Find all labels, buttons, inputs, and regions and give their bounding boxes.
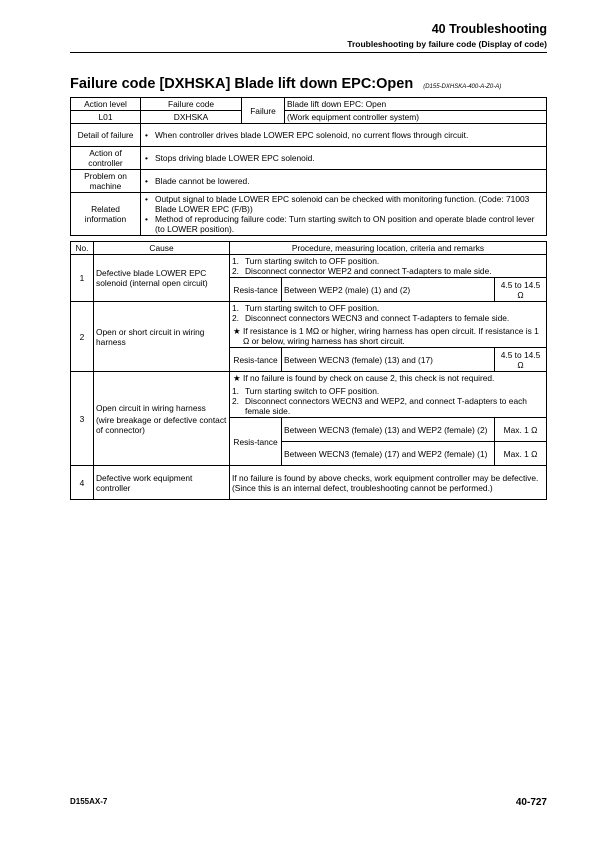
header-rule [70, 52, 547, 53]
step-num: 1. [232, 386, 239, 396]
star-icon: ★ [233, 373, 241, 383]
row1-measure: Between WEP2 (male) (1) and (2) [282, 278, 495, 302]
step-num: 2. [232, 266, 239, 276]
section-title: 40 Troubleshooting [431, 22, 547, 36]
row3-step-2 [232, 396, 544, 416]
detail-label: Detail of failure [71, 124, 141, 147]
page-title [70, 76, 501, 92]
row3-no: 3 [71, 372, 94, 466]
failure-code-header: Failure code [141, 98, 242, 111]
problem-label: Problem on machine [71, 170, 141, 193]
page-title-text: Failure code [DXHSKA] Blade lift down EPC:Open [70, 76, 414, 92]
problem-cell [141, 170, 547, 193]
row2-steps [230, 302, 547, 348]
action-cell [141, 147, 547, 170]
related-label: Related information [71, 193, 141, 236]
detail-cell [141, 124, 547, 147]
action-level-header: Action level [71, 98, 141, 111]
footer-model: D155AX-7 [70, 797, 108, 806]
step-text: Turn starting switch to OFF position. [245, 386, 380, 396]
procedure-header: Procedure, measuring location, criteria and remarks [230, 242, 547, 255]
row3-note-text: If no failure is found by check on cause 2, this check is not required. [243, 373, 495, 383]
row3-note [232, 373, 544, 383]
row2-note-text: If resistance is 1 MΩ or higher, wiring harness has open circuit. If resistance is 1 Ω or below, wiring harness has short circuit. [243, 326, 539, 346]
step-text: Disconnect connectors WECN3 and WEP2, and connect T-adapters to each female side. [245, 396, 527, 416]
failure-header: Failure [242, 98, 285, 124]
action-level-value: L01 [71, 111, 141, 124]
step-text: Disconnect connectors WECN3 and connect T-adapters to female side. [245, 313, 510, 323]
row3-cause-2: (wire breakage or defective contact of connector) [96, 414, 227, 435]
row3-value-1: Max. 1 Ω [495, 418, 547, 442]
row3-resis-label: Resis-tance [230, 418, 282, 466]
failure-info-table [70, 97, 547, 236]
row2-note [232, 326, 544, 346]
row1-value: 4.5 to 14.5 Ω [495, 278, 547, 302]
row1-step-1 [232, 256, 544, 266]
step-text: Turn starting switch to OFF position. [245, 256, 380, 266]
step-num: 2. [232, 396, 239, 406]
action-text: • Stops driving blade LOWER EPC solenoid. [155, 153, 544, 163]
step-num: 1. [232, 256, 239, 266]
step-text: Disconnect connector WEP2 and connect T-adapters to male side. [245, 266, 492, 276]
row2-step-2 [232, 313, 544, 323]
cause-table [70, 241, 547, 500]
row4-cause: Defective work equipment controller [94, 466, 230, 500]
row2-value: 4.5 to 14.5 Ω [495, 348, 547, 372]
related-text-1: • Output signal to blade LOWER EPC solenoid can be checked with monitoring function. (Code: 71003 Blade LOWER EPC (F/B)) [155, 194, 544, 214]
problem-text: • Blade cannot be lowered. [155, 176, 544, 186]
doc-code: (D155-DXHSKA-400-A-Z0-A) [423, 84, 502, 90]
row2-step-1 [232, 303, 544, 313]
row1-step-2 [232, 266, 544, 276]
failure-code-value: DXHSKA [141, 111, 242, 124]
failure-desc-2: (Work equipment controller system) [285, 111, 547, 124]
row3-step-1 [232, 386, 544, 396]
step-text: Turn starting switch to OFF position. [245, 303, 380, 313]
row3-cause [94, 372, 230, 466]
row4-no: 4 [71, 466, 94, 500]
row1-no: 1 [71, 255, 94, 302]
row1-steps [230, 255, 547, 278]
row2-no: 2 [71, 302, 94, 372]
cause-header: Cause [94, 242, 230, 255]
row3-measure-1: Between WECN3 (female) (13) and WEP2 (female) (2) [282, 418, 495, 442]
row1-resis-label: Resis-tance [230, 278, 282, 302]
footer-page-number: 40-727 [515, 797, 547, 808]
no-header: No. [71, 242, 94, 255]
row2-resis-label: Resis-tance [230, 348, 282, 372]
row3-measure-2: Between WECN3 (female) (17) and WEP2 (female) (1) [282, 442, 495, 466]
row3-steps [230, 372, 547, 418]
row3-cause-1: Open circuit in wiring harness [96, 402, 206, 413]
step-num: 2. [232, 313, 239, 323]
related-text-2: • Method of reproducing failure code: Turn starting switch to ON position and operate blade control lever (to LOWER position). [155, 214, 544, 234]
row2-measure: Between WECN3 (female) (13) and (17) [282, 348, 495, 372]
row1-cause: Defective blade LOWER EPC solenoid (internal open circuit) [94, 255, 230, 302]
row3-value-2: Max. 1 Ω [495, 442, 547, 466]
action-label: Action of controller [71, 147, 141, 170]
related-cell [141, 193, 547, 236]
step-num: 1. [232, 303, 239, 313]
detail-text: • When controller drives blade LOWER EPC solenoid, no current flows through circuit. [155, 130, 544, 140]
section-subtitle: Troubleshooting by failure code (Display of code) [347, 39, 547, 49]
star-icon: ★ [233, 326, 241, 336]
row4-procedure: If no failure is found by above checks, work equipment controller may be defective. (Since this is an internal defect, troubleshooting cannot be performed.) [230, 466, 547, 500]
row2-cause: Open or short circuit in wiring harness [94, 302, 230, 372]
failure-desc-1: Blade lift down EPC: Open [285, 98, 547, 111]
